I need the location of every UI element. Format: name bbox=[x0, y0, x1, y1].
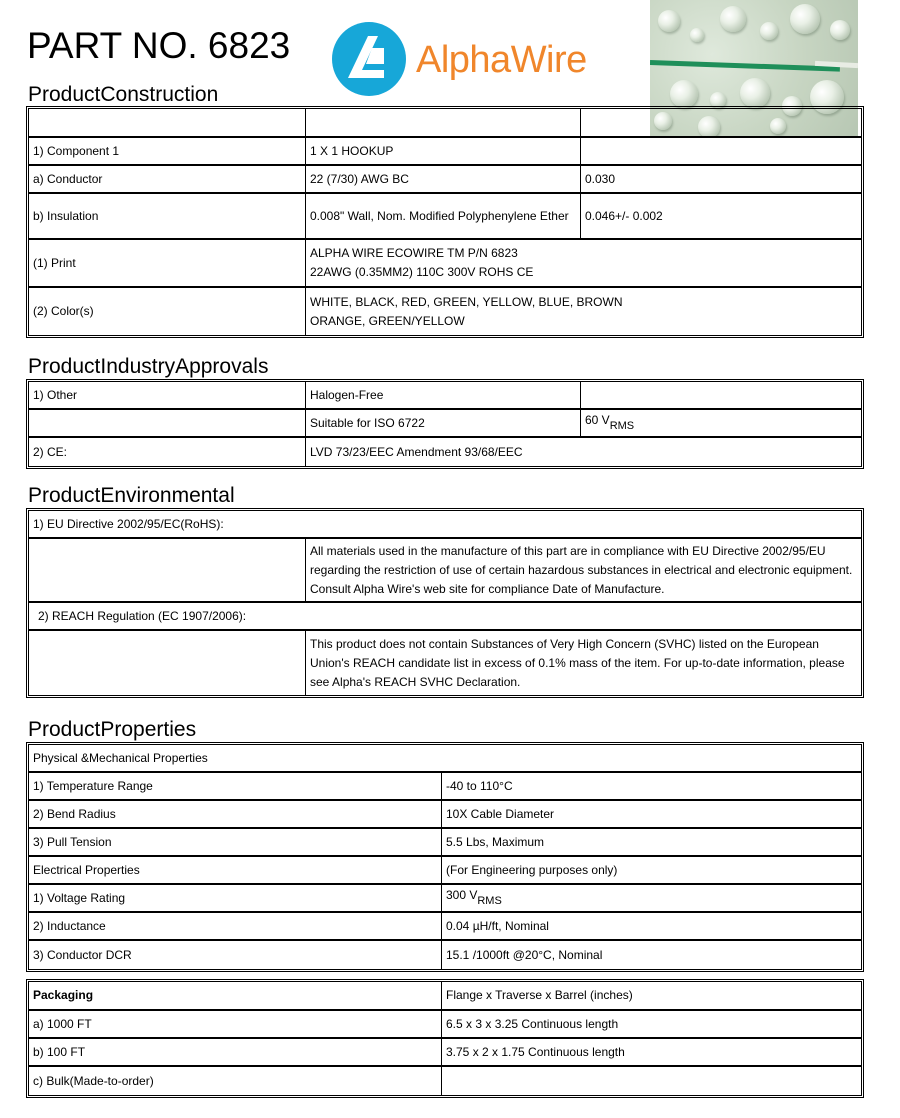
reach-label: 2) REACH Regulation (EC 1907/2006): bbox=[29, 603, 861, 631]
table-row bbox=[29, 857, 861, 885]
packaging-table bbox=[26, 979, 864, 1098]
table-row bbox=[29, 511, 861, 539]
row-label: 3) Conductor DCR bbox=[29, 941, 442, 969]
table-row bbox=[29, 539, 861, 603]
table-row bbox=[29, 138, 861, 166]
rms-subscript: RMS bbox=[609, 419, 635, 432]
print-line: ALPHA WIRE ECOWIRE TM P/N 6823 bbox=[310, 246, 518, 260]
physical-properties-header: Physical &Mechanical Properties bbox=[29, 745, 861, 773]
row-value: 5.5 Lbs, Maximum bbox=[442, 829, 861, 857]
row-value: 0.008" Wall, Nom. Modified Polyphenylene Ether bbox=[306, 194, 581, 240]
row-value: 3.75 x 2 x 1.75 Continuous length bbox=[442, 1039, 861, 1067]
table-row bbox=[29, 829, 861, 857]
voltage-text: 300 V bbox=[446, 887, 478, 902]
table-row bbox=[29, 1067, 861, 1095]
table-row bbox=[29, 410, 861, 438]
electrical-properties-header: Electrical Properties bbox=[29, 857, 442, 885]
row-value: 10X Cable Diameter bbox=[442, 801, 861, 829]
rms-subscript: RMS bbox=[477, 894, 502, 907]
row-label: 3) Pull Tension bbox=[29, 829, 442, 857]
table-row bbox=[29, 240, 861, 288]
construction-table bbox=[26, 106, 864, 338]
table-row bbox=[29, 941, 861, 969]
table-row bbox=[29, 801, 861, 829]
voltage-text: 60 V bbox=[585, 412, 610, 427]
row-extra bbox=[581, 410, 861, 438]
eu-directive-text: All materials used in the manufacture of this part are in compliance with EU Directive 2002/95/EU regarding the restriction of use of certain hazardous substances in electrical and electronic equipment. Consult Alpha Wire's web site for compliance Date of Manufacture. bbox=[306, 539, 861, 603]
row-value: 15.1 /1000ft @20°C, Nominal bbox=[446, 947, 603, 962]
row-value: LVD 73/23/EEC Amendment 93/68/EEC bbox=[310, 444, 523, 459]
reach-text: This product does not contain Substances of Very High Concern (SVHC) listed on the European Union's REACH candidate list in excess of 0.1% mass of the item. For up-to-date information, please see Alpha's REACH SVHC Declaration. bbox=[310, 636, 845, 689]
environmental-table bbox=[26, 508, 864, 698]
table-row bbox=[29, 382, 861, 410]
row-extra bbox=[581, 138, 861, 166]
row-value: Suitable for ISO 6722 bbox=[306, 410, 581, 438]
row-label: c) Bulk(Made-to-order) bbox=[29, 1067, 442, 1095]
row-label: b) 100 FT bbox=[29, 1039, 442, 1067]
green-wire bbox=[650, 60, 840, 72]
row-label: 2) Bend Radius bbox=[29, 801, 442, 829]
row-value: 1 X 1 HOOKUP bbox=[306, 138, 581, 166]
electrical-note: (For Engineering purposes only) bbox=[442, 857, 861, 885]
table-row bbox=[29, 982, 861, 1011]
table-row bbox=[29, 194, 861, 240]
alphawire-logo-mark bbox=[332, 22, 406, 96]
row-label: 1) Voltage Rating bbox=[29, 885, 442, 913]
section-title-properties: ProductProperties bbox=[28, 718, 197, 741]
row-label: (2) Color(s) bbox=[29, 288, 306, 335]
table-row bbox=[29, 885, 861, 913]
section-title-environmental: ProductEnvironmental bbox=[28, 484, 235, 507]
table-row bbox=[29, 288, 861, 335]
print-line: 22AWG (0.35MM2) 110C 300V ROHS CE bbox=[310, 265, 534, 279]
section-title-approvals: ProductIndustryApprovals bbox=[28, 355, 269, 378]
table-row bbox=[29, 745, 861, 773]
section-title-construction: ProductConstruction bbox=[28, 83, 219, 106]
table-row bbox=[29, 603, 861, 631]
packaging-header-value: Flange x Traverse x Barrel (inches) bbox=[442, 982, 861, 1011]
alphawire-logo bbox=[332, 20, 602, 96]
row-label: 1) Temperature Range bbox=[29, 773, 442, 801]
part-number-title: PART NO. 6823 bbox=[27, 25, 291, 66]
table-row bbox=[29, 438, 861, 466]
row-value bbox=[442, 885, 861, 913]
row-label: b) Insulation bbox=[29, 194, 306, 240]
table-row bbox=[29, 1039, 861, 1067]
row-extra: 0.046+/- 0.002 bbox=[581, 194, 861, 240]
row-value bbox=[306, 288, 861, 335]
table-row bbox=[29, 773, 861, 801]
row-value bbox=[306, 240, 861, 288]
row-label: 2) Inductance bbox=[29, 913, 442, 941]
approvals-table bbox=[26, 379, 864, 469]
table-row bbox=[29, 1011, 861, 1039]
row-label: 1) Component 1 bbox=[29, 138, 306, 166]
eu-directive-label: 1) EU Directive 2002/95/EC(RoHS): bbox=[29, 511, 861, 539]
row-value: 22 (7/30) AWG BC bbox=[306, 166, 581, 194]
table-row bbox=[29, 166, 861, 194]
row-extra: 0.030 bbox=[581, 166, 861, 194]
row-value: Halogen-Free bbox=[306, 382, 581, 410]
row-value: 6.5 x 3 x 3.25 Continuous length bbox=[442, 1011, 861, 1039]
properties-table bbox=[26, 742, 864, 972]
table-row bbox=[29, 631, 861, 695]
packaging-header: Packaging bbox=[29, 982, 442, 1011]
row-label: 1) Other bbox=[29, 382, 306, 410]
row-value: 0.04 µH/ft, Nominal bbox=[442, 913, 861, 941]
row-label: 2) CE: bbox=[29, 438, 306, 466]
color-line: WHITE, BLACK, RED, GREEN, YELLOW, BLUE, BROWN bbox=[310, 294, 623, 309]
row-label: (1) Print bbox=[29, 240, 306, 288]
table-row bbox=[29, 913, 861, 941]
row-label: a) 1000 FT bbox=[29, 1011, 442, 1039]
row-label: a) Conductor bbox=[29, 166, 306, 194]
row-label bbox=[29, 410, 306, 438]
row-value bbox=[442, 1067, 861, 1095]
row-value: -40 to 110°C bbox=[442, 773, 861, 801]
color-line: ORANGE, GREEN/YELLOW bbox=[310, 313, 465, 328]
alphawire-logo-text: AlphaWire bbox=[416, 39, 587, 81]
row-extra bbox=[581, 382, 861, 410]
